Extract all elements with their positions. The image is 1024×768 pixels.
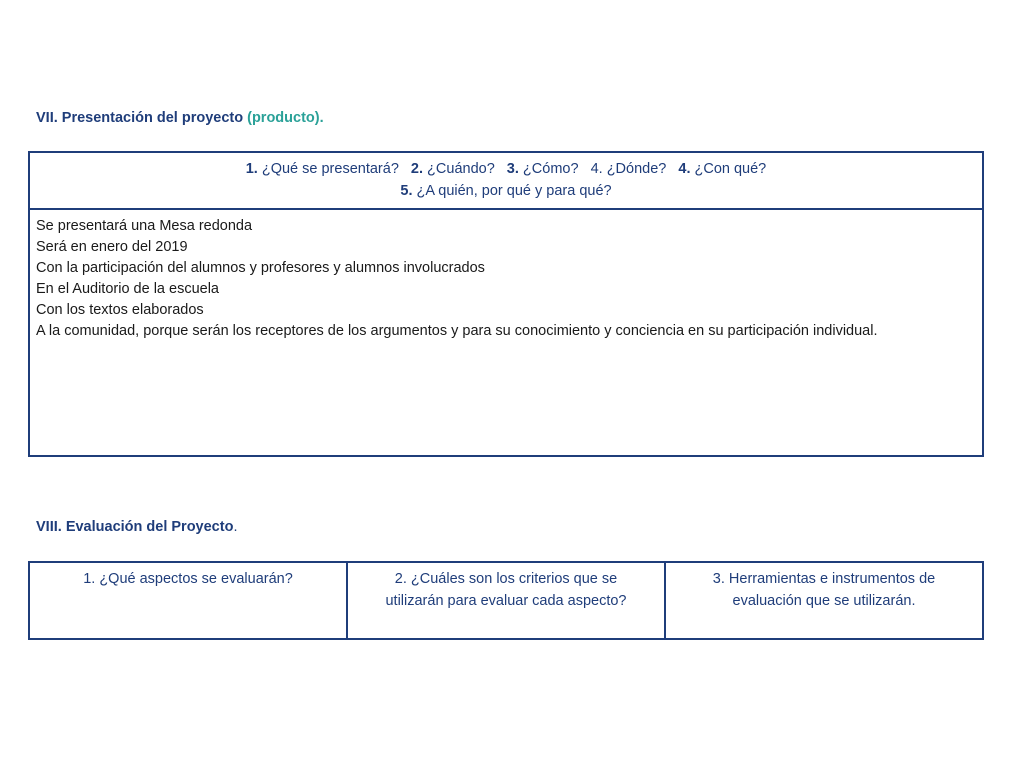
questions-line-1 bbox=[30, 158, 982, 180]
question-5-number: 5. bbox=[400, 183, 413, 199]
section-8-title-text: VIII. Evaluación del Proyecto bbox=[36, 519, 234, 535]
question-4-number: 4. bbox=[590, 161, 603, 177]
question-2-text: ¿Cuándo? bbox=[427, 161, 495, 177]
question-3-number: 3. bbox=[506, 161, 519, 177]
section-7-title bbox=[36, 110, 324, 126]
answer-line: A la comunidad, porque serán los receptores de los argumentos y para su conocimiento y conciencia en su participación individual. bbox=[36, 323, 878, 339]
evaluation-column-criteria: 2. ¿Cuáles son los criterios que se utilizarán para evaluar cada aspecto? bbox=[348, 563, 666, 638]
answer-line: En el Auditorio de la escuela bbox=[36, 281, 219, 297]
question-2-number: 2. bbox=[410, 161, 424, 177]
question-1-number: 1. bbox=[245, 161, 258, 177]
question-4b-text: ¿Con qué? bbox=[694, 161, 767, 177]
section-8-title-end: . bbox=[233, 519, 238, 535]
question-4b-number: 4. bbox=[678, 161, 691, 177]
evaluation-column-tools: 3. Herramientas e instrumentos de evaluación que se utilizarán. bbox=[712, 571, 936, 609]
evaluation-table bbox=[28, 561, 984, 640]
question-1-text: ¿Qué se presentará? bbox=[261, 161, 399, 177]
section-8-title bbox=[36, 519, 237, 535]
presentation-table bbox=[28, 151, 984, 457]
answer-line: Con la participación del alumnos y profesores y alumnos involucrados bbox=[36, 260, 485, 276]
answer-line: Con los textos elaborados bbox=[36, 302, 204, 318]
evaluation-column-aspects: 1. ¿Qué aspectos se evaluarán? bbox=[30, 563, 348, 638]
question-4-text: ¿Dónde? bbox=[606, 161, 667, 177]
questions-line-2 bbox=[30, 180, 982, 202]
answer-line: Será en enero del 2019 bbox=[36, 239, 188, 255]
section-7-title-end: . bbox=[319, 110, 324, 126]
section-7-title-text: VII. Presentación del proyecto bbox=[36, 110, 244, 126]
section-7-title-accent: (producto) bbox=[247, 110, 320, 126]
questions-header bbox=[30, 153, 982, 210]
answers-block bbox=[30, 210, 982, 342]
answer-line: Se presentará una Mesa redonda bbox=[36, 218, 253, 234]
question-3-text: ¿Cómo? bbox=[522, 161, 579, 177]
question-5-text: ¿A quién, por qué y para qué? bbox=[416, 183, 612, 199]
